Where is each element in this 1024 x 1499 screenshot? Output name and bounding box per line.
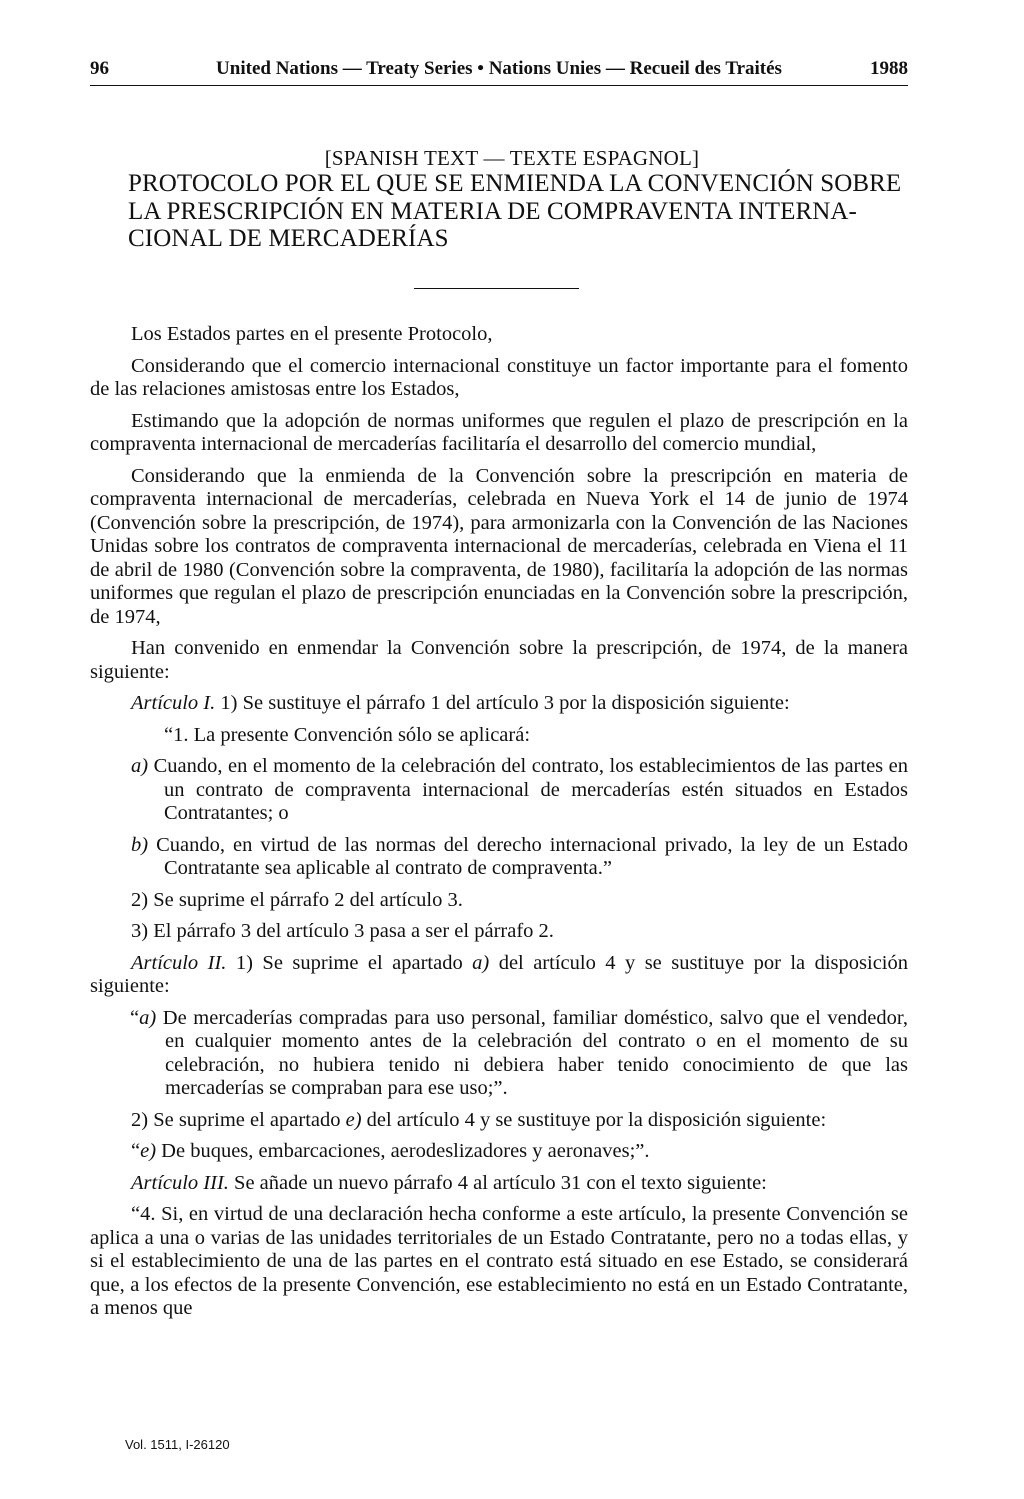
language-note: [SPANISH TEXT — TEXTE ESPAGNOL] xyxy=(324,146,700,170)
title-line: LA PRESCRIPCIÓN EN MATERIA DE COMPRAVENTA INTERNA- xyxy=(128,197,857,225)
preamble-paragraph: Han convenido en enmendar la Convención sobre la prescripción, de 1974, de la manera siguiente: xyxy=(90,637,908,683)
quote-a-text: De mercaderías compradas para uso personal, familiar doméstico, salvo que el vendedor, en cualquier momento antes de la celebración del contrato o en el momento de su celebración, no hubiera tenido ni debiera haber tenido conocimiento de que las mercaderías se compraban para ese uso;”. xyxy=(162,1006,908,1099)
title-line: PROTOCOLO POR EL QUE SE ENMIENDA LA CONVENCIÓN SOBRE xyxy=(128,170,902,197)
preamble-paragraph: Considerando que el comercio internacional constituye un factor importante para el fomento de las relaciones amistosas entre los Estados, xyxy=(90,354,908,400)
article-1-paragraph-3: 3) El párrafo 3 del artículo 3 pasa a ser el párrafo 2. xyxy=(131,920,554,942)
article-1-paragraph-2: 2) Se suprime el párrafo 2 del artículo 3. xyxy=(131,888,463,911)
article-1-paragraph-1 xyxy=(90,692,908,716)
preamble-paragraph: Considerando que la enmienda de la Convención sobre la prescripción en materia de compraventa internacional de mercaderías, celebrada en Nueva York el 14 de junio de 1974 (Convención sobre la prescripción, de 1974), para armonizarla con la Convención de las Naciones Unidas sobre los contratos de compraventa internacional de mercaderías, celebrada en Viena el 11 de abril de 1980 (Convención sobre la compraventa, de 1980), facilitaría la adopción de las normas uniformes que regulan el plazo de prescripción enunciadas en la Convención sobre la prescripción, de 1974, xyxy=(90,464,908,628)
article-2-text-part: 1) Se suprime el apartado xyxy=(235,951,473,974)
article-3-quote: “4. Si, en virtud de una declaración hecha conforme a este artículo, la presente Convención se aplica a una o varias de las unidades territoriales de un Estado Contratante, pero no a todas ellas, y si el establecimiento de una de las partes en el contrato está situado en ese Estado, se considerará que, a los efectos de la presente Convención, ese establecimiento no está en un Estado Contratante, a menos que xyxy=(90,1203,908,1319)
article-2-quote-e xyxy=(90,1140,908,1164)
quote-e-label: e) xyxy=(140,1140,157,1162)
preamble-paragraph: Estimando que la adopción de normas uniformes que regulen el plazo de prescripción en la compraventa internacional de mercaderías facilitaría el desarrollo del comercio mundial, xyxy=(90,409,908,455)
series-title: United Nations — Treaty Series • Nations Unies — Recueil des Traités xyxy=(216,58,782,79)
article-2-text-part: del artículo 4 y se sustituye por la disposición siguiente: xyxy=(361,1108,827,1131)
article-1-label: Artículo I. xyxy=(131,692,216,714)
open-quote: “ xyxy=(131,1140,141,1162)
preamble-paragraph: Los Estados partes en el presente Protocolo, xyxy=(131,323,493,345)
article-3-paragraph xyxy=(90,1172,908,1196)
article-2-label: Artículo II. xyxy=(131,951,227,974)
article-2-text-part: 2) Se suprime el apartado xyxy=(131,1108,346,1131)
article-2-paragraph-2 xyxy=(90,1109,908,1133)
document-body xyxy=(90,323,908,1329)
article-1-text: 1) Se sustituye el párrafo 1 del artículo 3 por la disposición siguiente: xyxy=(220,692,790,714)
article-2-paragraph-1 xyxy=(90,952,908,999)
open-quote: “ xyxy=(130,1006,140,1029)
article-3-text: Se añade un nuevo párrafo 4 al artículo 31 con el texto siguiente: xyxy=(228,1171,767,1194)
item-a-text: Cuando, en el momento de la celebración del contrato, los establecimientos de las partes en un contrato de compraventa internacional de mercaderías estén situados en Estados Contratantes; o xyxy=(153,755,909,824)
item-a-label: a) xyxy=(131,755,149,777)
article-2-quote-a xyxy=(90,1007,908,1101)
title-rule xyxy=(414,288,579,289)
article-2-item-ref: e) xyxy=(345,1108,362,1131)
article-1-item-a xyxy=(90,755,908,826)
header-year: 1988 xyxy=(870,58,908,79)
title-line: CIONAL DE MERCADERÍAS xyxy=(128,225,449,252)
item-b-text: Cuando, en virtud de las normas del derecho internacional privado, la ley de un Estado Contratante sea aplicable al contrato de compraventa.” xyxy=(156,833,909,879)
protocol-title xyxy=(128,170,902,253)
header-rule xyxy=(90,85,908,86)
article-2-item-ref: a) xyxy=(472,951,490,974)
volume-reference: Vol. 1511, I-26120 xyxy=(125,1437,230,1452)
page-number: 96 xyxy=(90,58,109,79)
article-2-text-part: del artículo 4 y se sustituye por la disposición siguiente: xyxy=(90,951,909,997)
article-1-quote-intro: “1. La presente Convención sólo se aplicará: xyxy=(164,723,531,746)
running-header xyxy=(90,58,908,82)
quote-e-text: De buques, embarcaciones, aerodeslizadores y aeronaves;”. xyxy=(156,1140,650,1162)
article-1-item-b xyxy=(90,834,908,881)
item-b-label: b) xyxy=(131,833,149,856)
quote-a-label: a) xyxy=(139,1006,157,1029)
article-3-label: Artículo III. xyxy=(131,1171,229,1194)
